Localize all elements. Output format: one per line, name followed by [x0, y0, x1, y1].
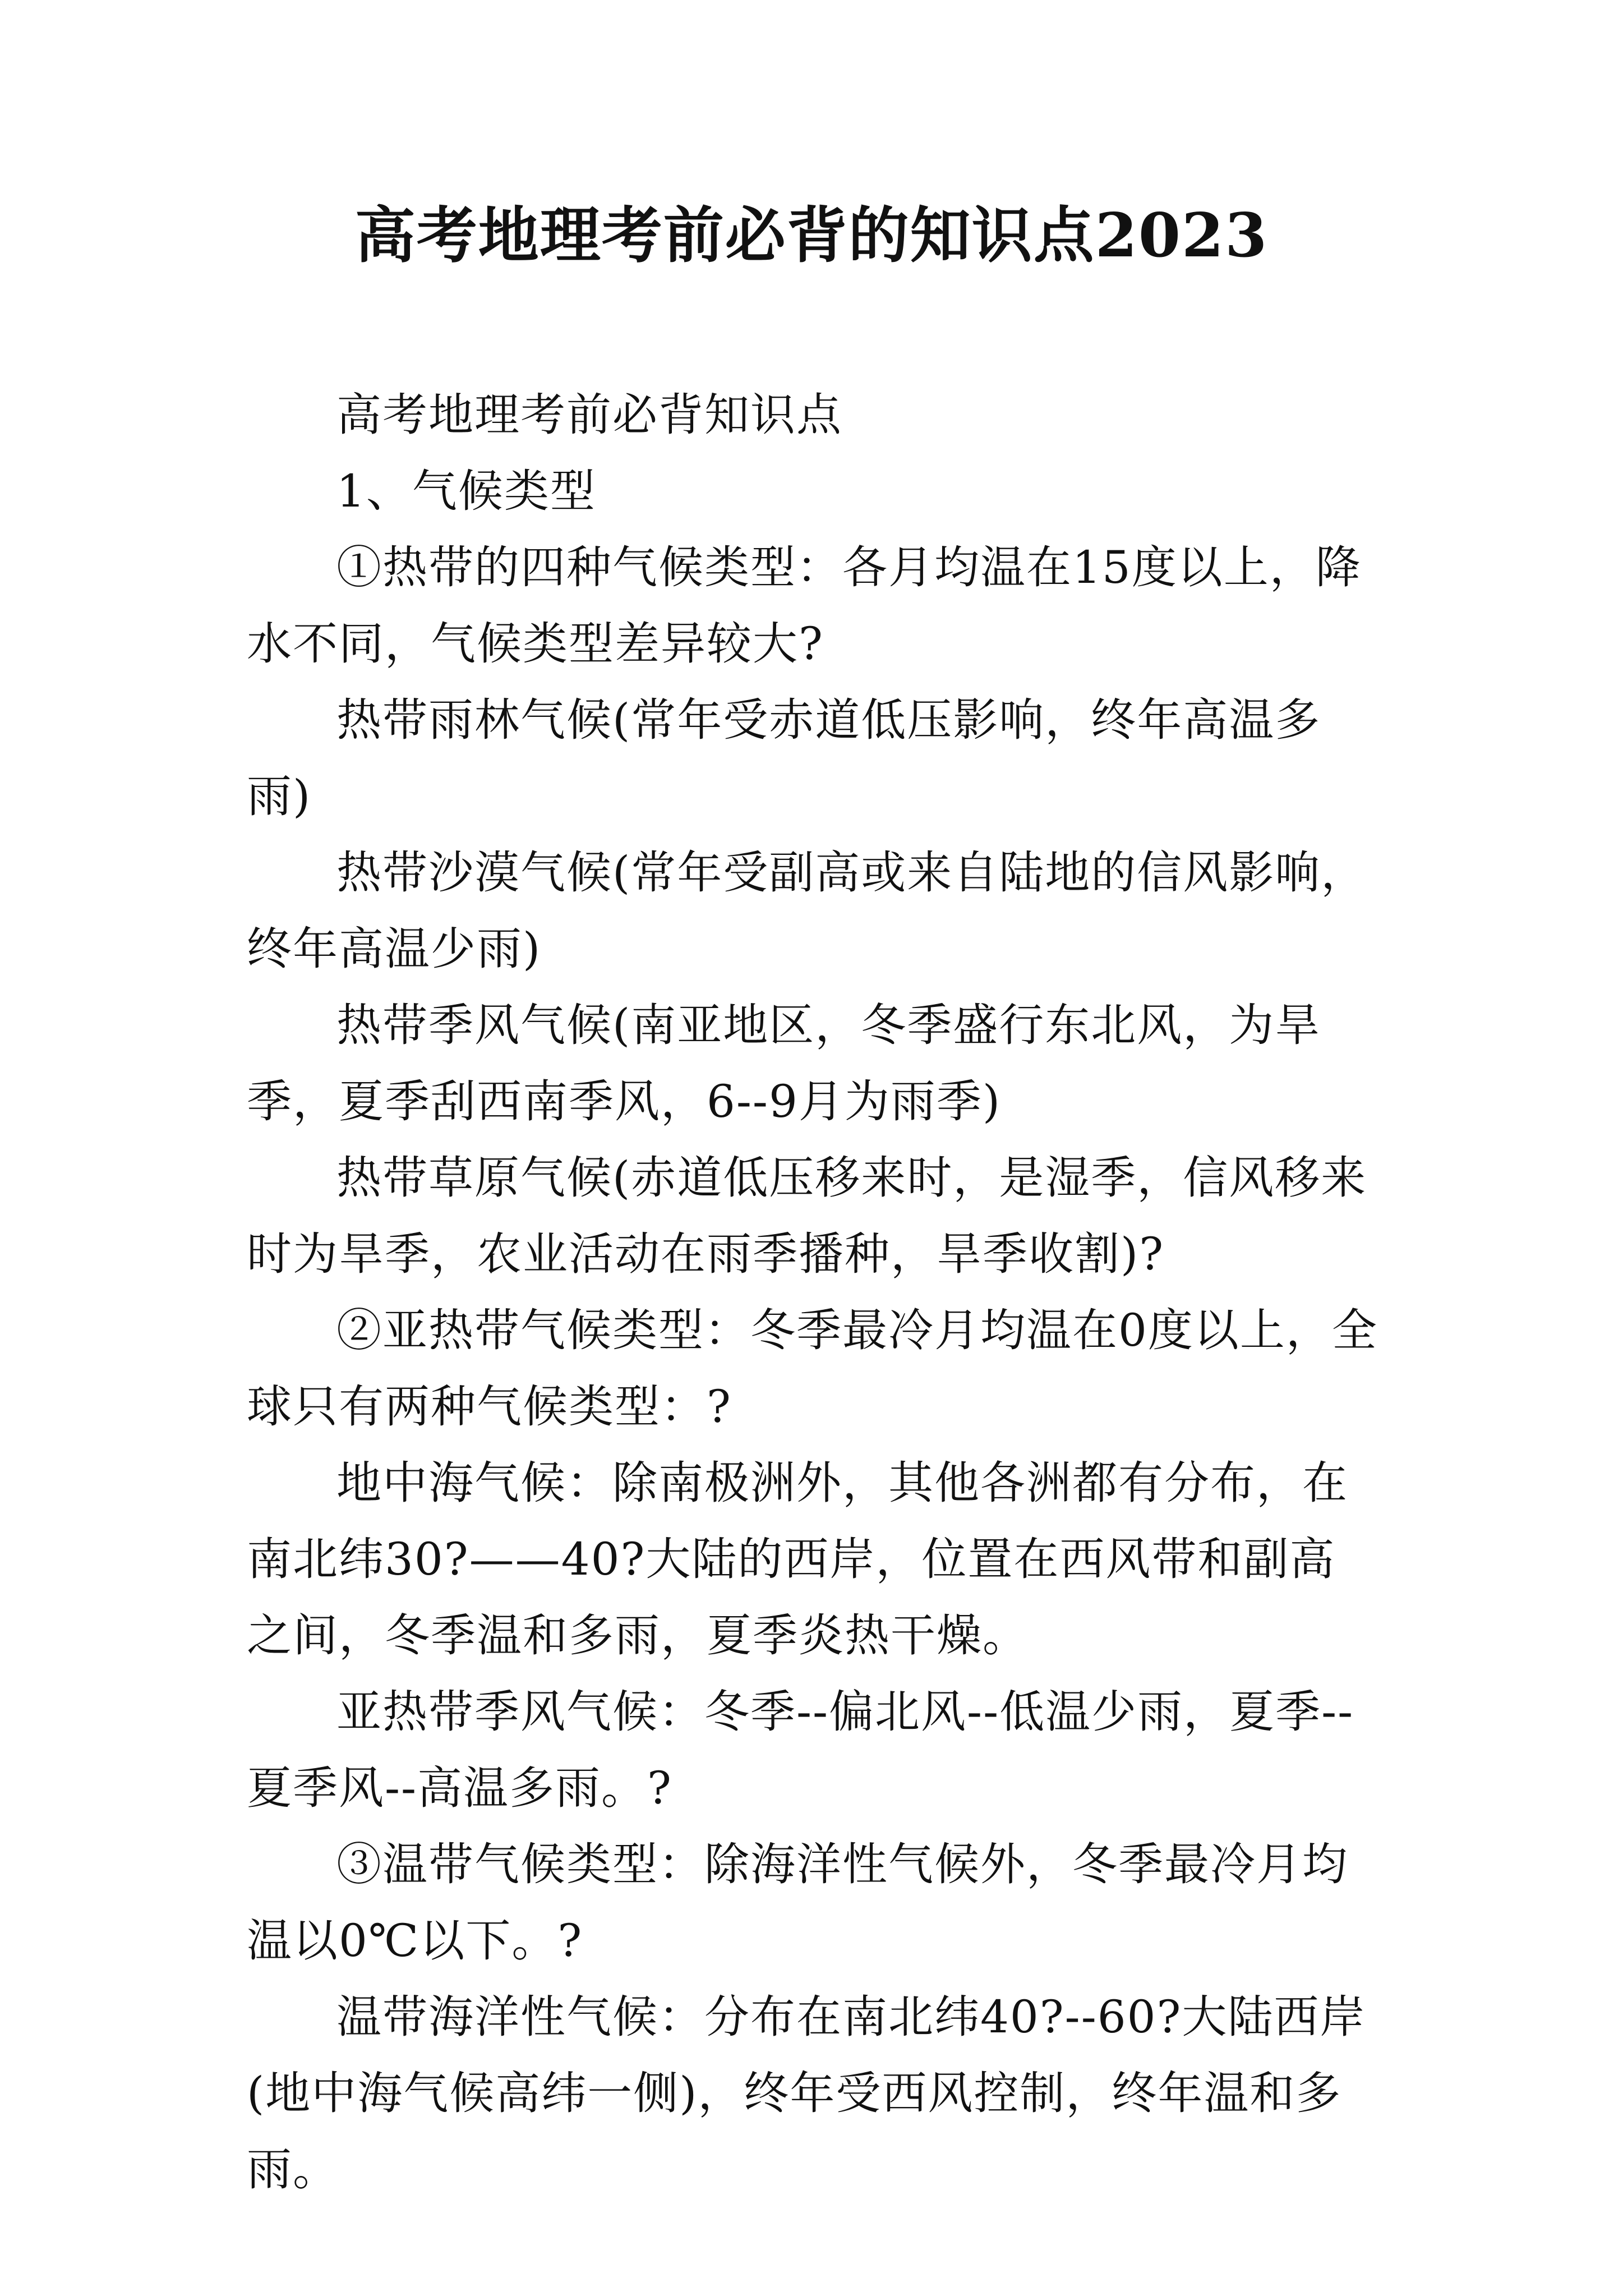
paragraph-tropical-monsoon: 热带季风气候(南亚地区，冬季盛行东北风，为旱季，夏季刮西南季风，6--9月为雨季) — [247, 999, 1321, 1128]
paragraph-temperate-maritime: 温带海洋性气候：分布在南北纬40?--60?大陆西岸(地中海气候高纬一侧)，终年受西风控制，终年温和多雨。 — [247, 1991, 1366, 2196]
document-title: 高考地理考前必背的知识点2023 — [354, 200, 1269, 271]
document-body — [247, 377, 1380, 2208]
paragraph-subtropical-climates: ②亚热带气候类型：冬季最冷月均温在0度以上，全球只有两种气候类型：? — [247, 1304, 1378, 1433]
paragraph-tropical-rainforest: 热带雨林气候(常年受赤道低压影响，终年高温多雨) — [247, 694, 1321, 822]
paragraph-tropical-desert: 热带沙漠气候(常年受副高或来自陆地的信风影响，终年高温少雨) — [247, 846, 1367, 975]
paragraph-mediterranean: 地中海气候：除南极洲外，其他各洲都有分布，在南北纬30?——40?大陆的西岸，位置在西风带和副高之间，冬季温和多雨，夏季炎热干燥。 — [247, 1457, 1348, 1662]
paragraph-section-heading: 高考地理考前必背知识点 — [336, 389, 842, 441]
paragraph-tropical-savanna: 热带草原气候(赤道低压移来时，是湿季，信风移来时为旱季，农业活动在雨季播种，旱季收割)? — [247, 1152, 1367, 1280]
paragraph-tropical-climates: ①热带的四种气候类型：各月均温在15度以上，降水不同，气候类型差异较大? — [247, 541, 1362, 670]
paragraph-subtropical-monsoon: 亚热带季风气候：冬季--偏北风--低温少雨，夏季--夏季风--高温多雨。? — [247, 1686, 1354, 1814]
paragraph-climate-types-heading: 1、气候类型 — [336, 465, 596, 517]
paragraph-temperate-climates: ③温带气候类型：除海洋性气候外，冬季最冷月均温以0℃以下。? — [247, 1838, 1348, 1967]
